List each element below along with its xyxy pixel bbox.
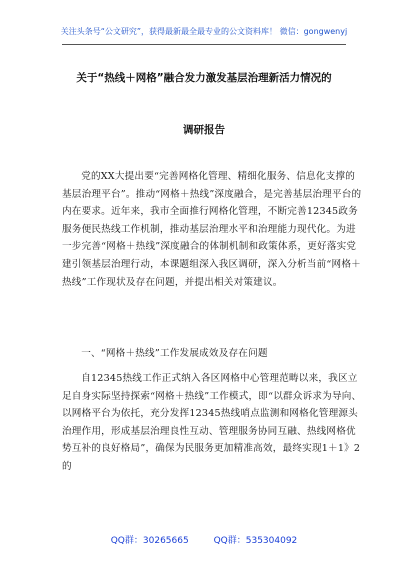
footer-qq-group-1: QQ群：30265665 bbox=[110, 536, 189, 546]
footer-qq-group-2: QQ群：535304092 bbox=[213, 536, 298, 546]
header-banner: 关注头条号“公文研究”，获得最新最全最专业的公文资料库！ 微信：gongwenyj bbox=[60, 27, 348, 36]
document-title: 关于“热线＋网格”融合发力激发基层治理新活力情况的 bbox=[76, 72, 332, 84]
header-divider bbox=[62, 44, 346, 45]
section-paragraph: 自12345热线工作正式纳入各区网格中心管理范畴以来，我区立足自身实际坚持探索“网格＋热线”工作模式，即“以群众诉求为导向、以网格平台为依托，充分发挥12345热线哨点监测和网格化管理源头治理作用，形成基层治理良性互动、管理服务协同互融、热线网格优势互补的良好格局”，确保为民服务更加精准高效，最终实现1＋1》2的 bbox=[62, 373, 362, 472]
footer-contacts bbox=[0, 533, 408, 546]
intro-paragraph: 党的XX大提出要“完善网格化管理、精细化服务、信息化支撑的基层治理平台”。推动“网格＋热线”深度融合，是完善基层治理平台的内在要求。近年来，我市全面推行网格化管理，不断完善12345政务服务便民热线工作机制，推动基层治理水平和治理能力现代化。为进一步完善“网格＋热线”深度融合的体制机制和政策体系，更好落实党建引领基层治理行动，本课题组深入我区调研，深入分析当前“网格＋热线”工作现状及存在问题，并提出相关对策建议。 bbox=[62, 171, 362, 288]
document-subtitle: 调研报告 bbox=[183, 124, 225, 136]
section-heading: 一、“网格＋热线”工作发展成效及存在问题 bbox=[81, 348, 268, 359]
